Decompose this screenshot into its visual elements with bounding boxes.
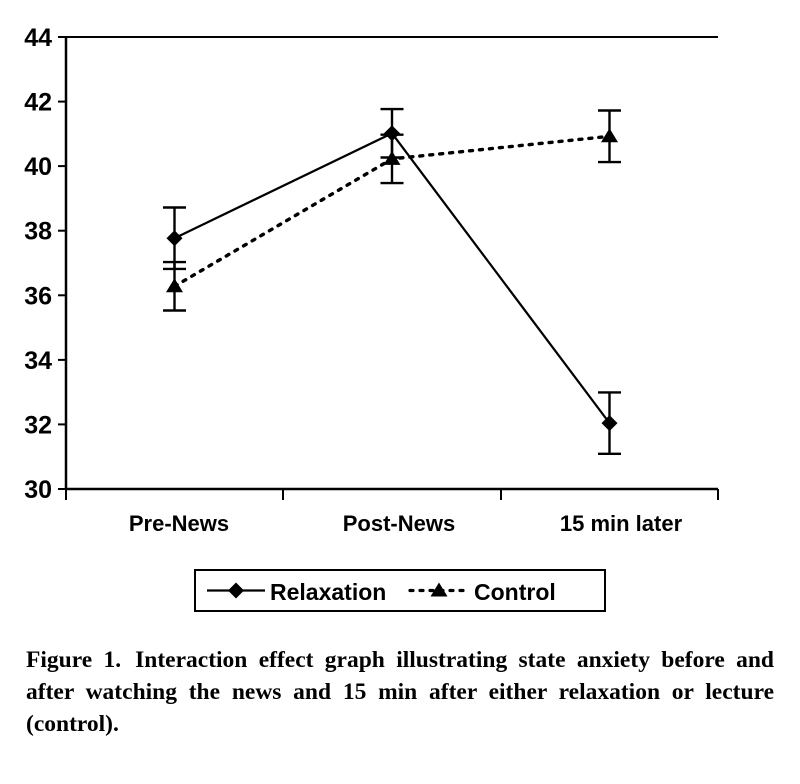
chart-legend (195, 570, 605, 611)
y-tick-label-42: 42 (24, 88, 52, 117)
figure-caption-text: Interaction effect graph illustrating state anxiety before and after watching the news and 15 min after either relaxation or lecture (control). (26, 647, 775, 737)
y-tick-label-40: 40 (24, 153, 52, 182)
y-tick-label-30: 30 (24, 476, 52, 504)
y-tick-label-38: 38 (24, 217, 52, 246)
y-tick-label-36: 36 (24, 282, 52, 311)
x-tick-label-pre-news: Pre-News (128, 511, 230, 536)
legend-label-relaxation: Relaxation (270, 579, 387, 605)
x-tick-label-15-min-later: 15 min later (559, 511, 683, 536)
legend-label-control: Control (474, 579, 556, 605)
figure-caption (26, 645, 774, 741)
figure-caption-label: Figure 1. (26, 647, 122, 673)
x-tick-marks (66, 489, 718, 500)
y-tick-label-32: 32 (24, 411, 52, 440)
y-tick-label-44: 44 (24, 24, 52, 52)
x-tick-label-post-news: Post-News (342, 511, 456, 536)
y-tick-label-34: 34 (24, 346, 52, 375)
